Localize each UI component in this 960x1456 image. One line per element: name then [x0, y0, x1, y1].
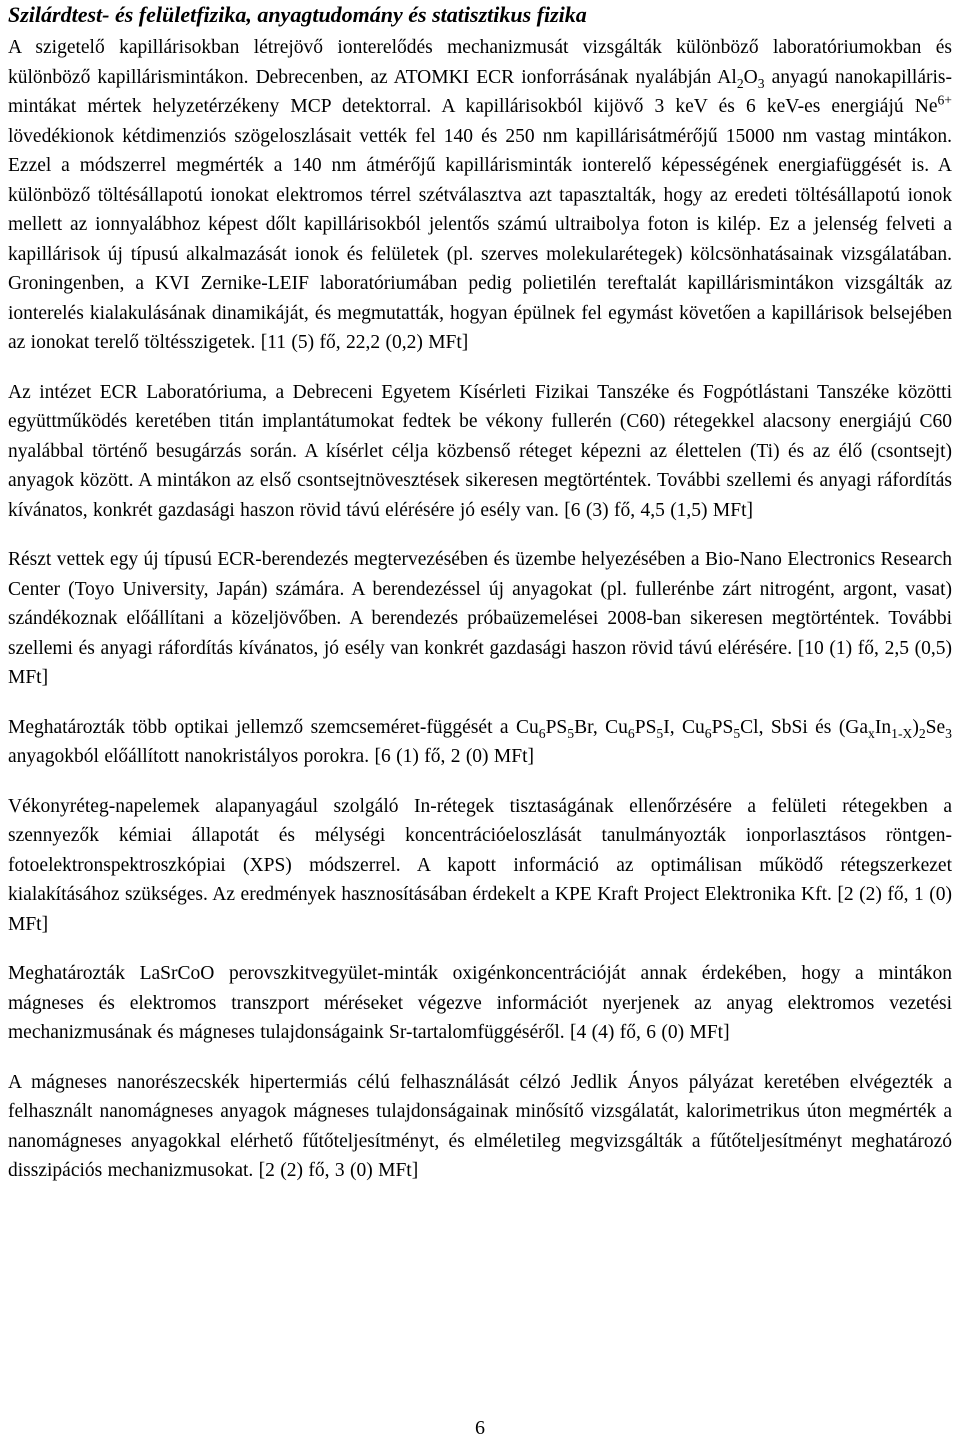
paragraph-capillary: A szigetelő kapillárisokban létrejövő ionterelődés mechanizmusát vizsgálták különböző laboratóriumokban és különböző kapillárismintákon. Debrecenben, az ATOMKI ECR ionforrásának nyalábján $Al_2O_3$ anyagú nanokapilláris-mintákat mértek helyzetérzékeny MCP detektorral. A kapillárisokból kijövő 3 keV és 6 keV-es energiájú $Ne^{6+}$ lövedékionok kétdimenziós szögeloszlásait vették fel 140 és 250 nm kapillárisátmérőjű 15000 nm vastag mintákon. Ezzel a módszerrel megmérték a 140 nm átmérőjű kapillárisminták ionterelő képességének energiafüggését is. A különböző töltésállapotú ionokat elektromos térrel szétválasztva azt tapasztalták, hogy az eredeti töltésállapotú ionok mellett az ionnyalábhoz képest dőlt kapillárisokból jelentős számú ultraibolya foton is kilép. Ez a jelenség felveti a kapillárisok új típusú alkalmazását ionok és felületek (pl. szerves molekularétegek) kölcsönhatásainak vizsgálatában. Groningenben, a KVI Zernike-LEIF laboratóriumában pedig polietilén tereftalát kapillárismintákon vizsgálták az ionterelés kialakulásának dinamikáját, és megmutatták, hogyan épülnek fel egymást követően a kapillárisok belsejében az ionokat terelő töltésszigetek. [11 (5) fő, 22,2 (0,2) MFt]: [8, 37, 952, 353]
section-title: Szilárdtest- és felületfizika, anyagtudomány és statisztikus fizika: [8, 2, 587, 27]
paragraph-lasrcoo: Meghatározták LaSrCoO perovszkitvegyület-minták oxigénkoncentrációját annak érdekében, hogy a mintákon mágneses és elektromos transzport méréseket végezve információt nyerjenek az anyag elektromos vezetési mechanizmusának és mágneses tulajdonságaink Sr-tartalomfüggéséről. [4 (4) fő, 6 (0) MFt]: [8, 963, 952, 1043]
paragraph-ecr-lab: Az intézet ECR Laboratóriuma, a Debreceni Egyetem Kísérleti Fizikai Tanszéke és Fogpótlástani Tanszéke közötti együttműködés keretében titán implantátumokat fedtek be vékony fullerén (C60) rétegekkel alacsony energiájú C60 nyalábbal történő besugárzás során. A kísérlet célja közbenső réteget képezni az élettelen (Ti) és az élő (csontsejt) anyagok között. A mintákon az első csontsejtnövesztések sikeresen megtörténtek. További szellemi és anyagi ráfordítás kívánatos, konkrét gazdasági haszon rövid távú elérésére jó esély van. [6 (3) fő, 4,5 (1,5) MFt]: [8, 381, 952, 521]
paragraph-magnetic: A mágneses nanorészecskék hipertermiás célú felhasználását célzó Jedlik Ányos pályázat keretében elvégezték a felhasznált nanomágneses anyagok mágneses tulajdonságainak minősítő vizsgálatát, kalorimetrikus úton megmérték a nanomágneses anyagokkal elérhető fűtőteljesítményt, és elméletileg megvizsgálták a fűtőteljesítményt meghatározó disszipációs mechanizmusokat. [2 (2) fő, 3 (0) MFt]: [8, 1071, 952, 1181]
page-number: 6: [475, 1417, 485, 1439]
paragraph-bio-nano: Részt vettek egy új típusú ECR-berendezés megtervezésében és üzembe helyezésében a Bio-Nano Electronics Research Center (Toyo University, Japán) számára. A berendezéssel új anyagokat (pl. fullerénbe zárt nitrogént, argont, vasat) szándékoznak előállítani a közeljövőben. A berendezés próbaüzemelései 2008-ban sikeresen megtörténtek. További szellemi és anyagi ráfordítás kívánatos, jó esély van konkrét gazdasági haszon rövid távú elérésére. [10 (1) fő, 2,5 (0,5) MFt]: [8, 549, 952, 688]
document-page: [8, 0, 952, 1186]
paragraph-thin-film: Vékonyréteg-napelemek alapanyagául szolgáló In-rétegek tisztaságának ellenőrzésére a felületi rétegekben a szennyezők kémiai állapotát és mélységi koncentrációeloszlását tanulmányozták ionporlasztásos röntgen-fotoelektronspektroszkópiai (XPS) módszerrel. A kapott információ az optimálisan működő rétegszerkezet kialakításához szükséges. Az eredmények hasznosításában érdekelt a KPE Kraft Project Elektronika Kft. [2 (2) fő, 1 (0) MFt]: [8, 795, 952, 935]
paragraph-optical: Meghatározták több optikai jellemző szemcseméret-függését a $Cu_6PS_5Br$, $Cu_6PS_5I$, $Cu_6PS_5Cl$, SbSi és $(Ga_xIn_{1-X})_2Se_3$ anyagokból előállított nanokristályos porokra. [6 (1) fő, 2 (0) MFt]: [8, 716, 952, 767]
